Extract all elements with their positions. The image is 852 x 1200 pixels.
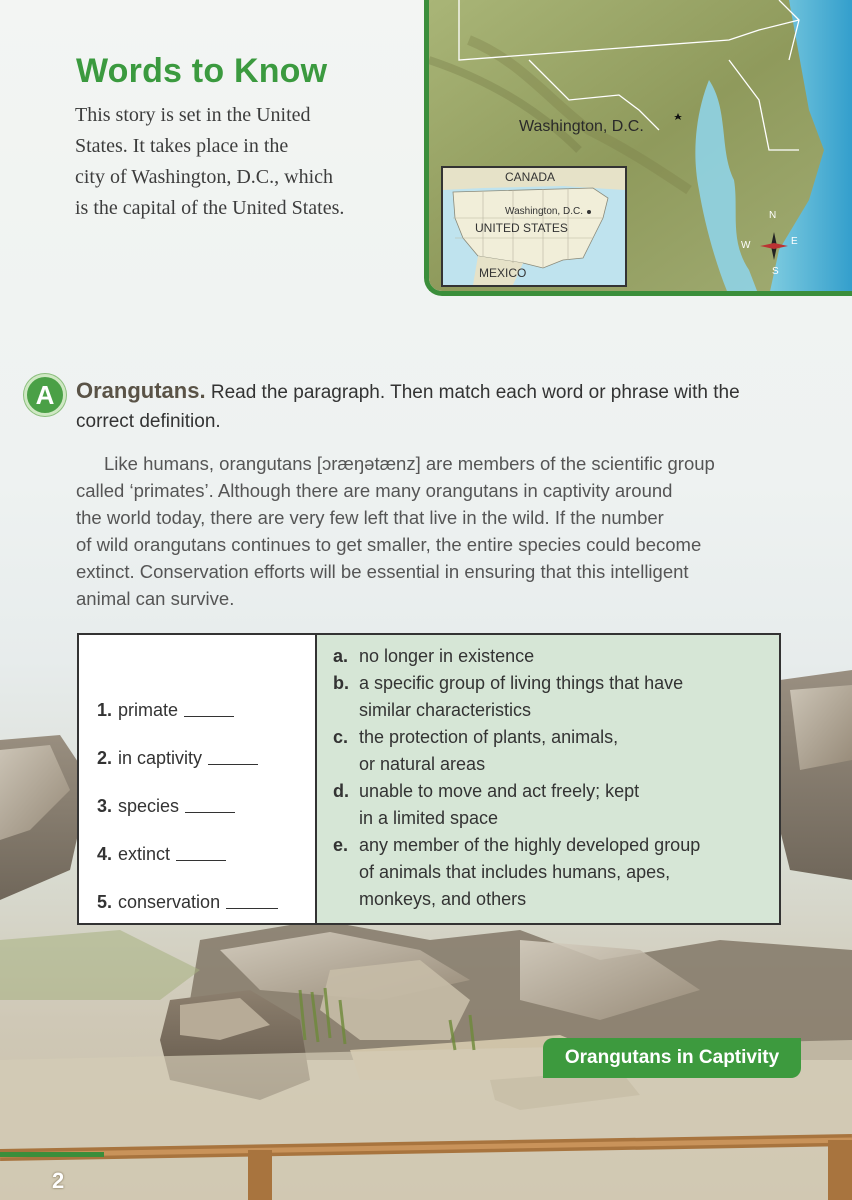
definition-line: a specific group of living things that have <box>359 673 684 693</box>
term-number: 3. <box>97 796 113 816</box>
body-line: States. It takes place in the <box>75 135 289 157</box>
section-a-instruction-text: Read the paragraph. Then match each word or phrase with the correct definition. <box>76 382 740 432</box>
paragraph-line: the world today, there are very few left that live in the wild. If the number <box>76 507 664 528</box>
term-number: 5. <box>97 892 113 912</box>
paragraph-line: animal can survive. <box>76 588 235 609</box>
paragraph-line: of wild orangutans continues to get smaller, the entire species could become <box>76 534 702 555</box>
definition-item <box>333 670 779 724</box>
washington-dc-label: Washington, D.C. <box>519 118 644 135</box>
term-word: in captivity <box>118 748 203 768</box>
definition-letter: e. <box>333 835 349 855</box>
united-states-label: UNITED STATES <box>475 221 568 235</box>
term-number: 4. <box>97 844 113 864</box>
term-item <box>79 769 315 817</box>
image-caption: Orangutans in Captivity <box>543 1038 801 1078</box>
page-number: 2 <box>52 1168 65 1193</box>
definition-letter: d. <box>333 781 349 801</box>
answer-blank[interactable] <box>176 860 226 861</box>
paragraph-line: extinct. Conservation efforts will be essential in ensuring that this intelligent <box>76 561 689 582</box>
compass-e: E <box>791 236 798 247</box>
body-line: This story is set in the United <box>75 104 311 126</box>
words-to-know-title: Words to Know <box>76 52 328 90</box>
term-item <box>79 673 315 721</box>
footer-rule <box>0 1152 104 1157</box>
words-to-know-body <box>75 100 405 224</box>
compass-s: S <box>772 266 779 277</box>
definition-line: monkeys, and others <box>359 889 527 909</box>
definition-item <box>333 832 779 913</box>
definition-line: similar characteristics <box>359 700 532 720</box>
body-line: is the capital of the United States. <box>75 197 345 219</box>
definition-line: in a limited space <box>359 808 499 828</box>
paragraph-line: called ‘primates’. Although there are many orangutans in captivity around <box>76 480 673 501</box>
inset-washington-label: Washington, D.C. <box>505 206 583 217</box>
definition-line: unable to move and act freely; kept <box>359 781 640 801</box>
mexico-label: MEXICO <box>479 266 527 280</box>
section-a-instructions <box>76 376 776 436</box>
term-number: 2. <box>97 748 113 768</box>
term-word: species <box>118 796 180 816</box>
orangutan-paragraph <box>76 450 776 612</box>
definition-letter: c. <box>333 727 349 747</box>
washington-region-map <box>424 0 852 296</box>
answer-blank[interactable] <box>226 908 278 909</box>
term-item <box>79 865 315 913</box>
term-item <box>79 721 315 769</box>
definition-line: or natural areas <box>359 754 486 774</box>
definitions-column <box>317 635 779 923</box>
definition-item <box>333 643 779 670</box>
section-a-badge: A <box>24 374 66 416</box>
definition-line: no longer in existence <box>359 646 535 666</box>
paragraph-line: Like humans, orangutans [ɔræŋətænz] are members of the scientific group <box>104 453 715 474</box>
term-item <box>79 817 315 865</box>
answer-blank[interactable] <box>184 716 234 717</box>
answer-blank[interactable] <box>185 812 235 813</box>
usa-inset-map <box>441 166 627 287</box>
term-word: conservation <box>118 892 221 912</box>
definition-letter: a. <box>333 646 349 666</box>
definition-line: the protection of plants, animals, <box>359 727 619 747</box>
definition-line: any member of the highly developed group <box>359 835 701 855</box>
term-number: 1. <box>97 700 113 720</box>
matching-exercise-table <box>77 633 781 925</box>
terms-column <box>79 635 317 923</box>
compass-w: W <box>741 240 751 251</box>
canada-label: CANADA <box>505 170 556 184</box>
compass-n: N <box>769 210 777 221</box>
definition-line: of animals that includes humans, apes, <box>359 862 671 882</box>
definition-letter: b. <box>333 673 349 693</box>
definition-item <box>333 724 779 778</box>
definition-item <box>333 778 779 832</box>
body-line: city of Washington, D.C., which <box>75 166 333 188</box>
term-word: primate <box>118 700 179 720</box>
section-a-title: Orangutans. <box>76 378 206 403</box>
answer-blank[interactable] <box>208 764 258 765</box>
term-word: extinct <box>118 844 171 864</box>
